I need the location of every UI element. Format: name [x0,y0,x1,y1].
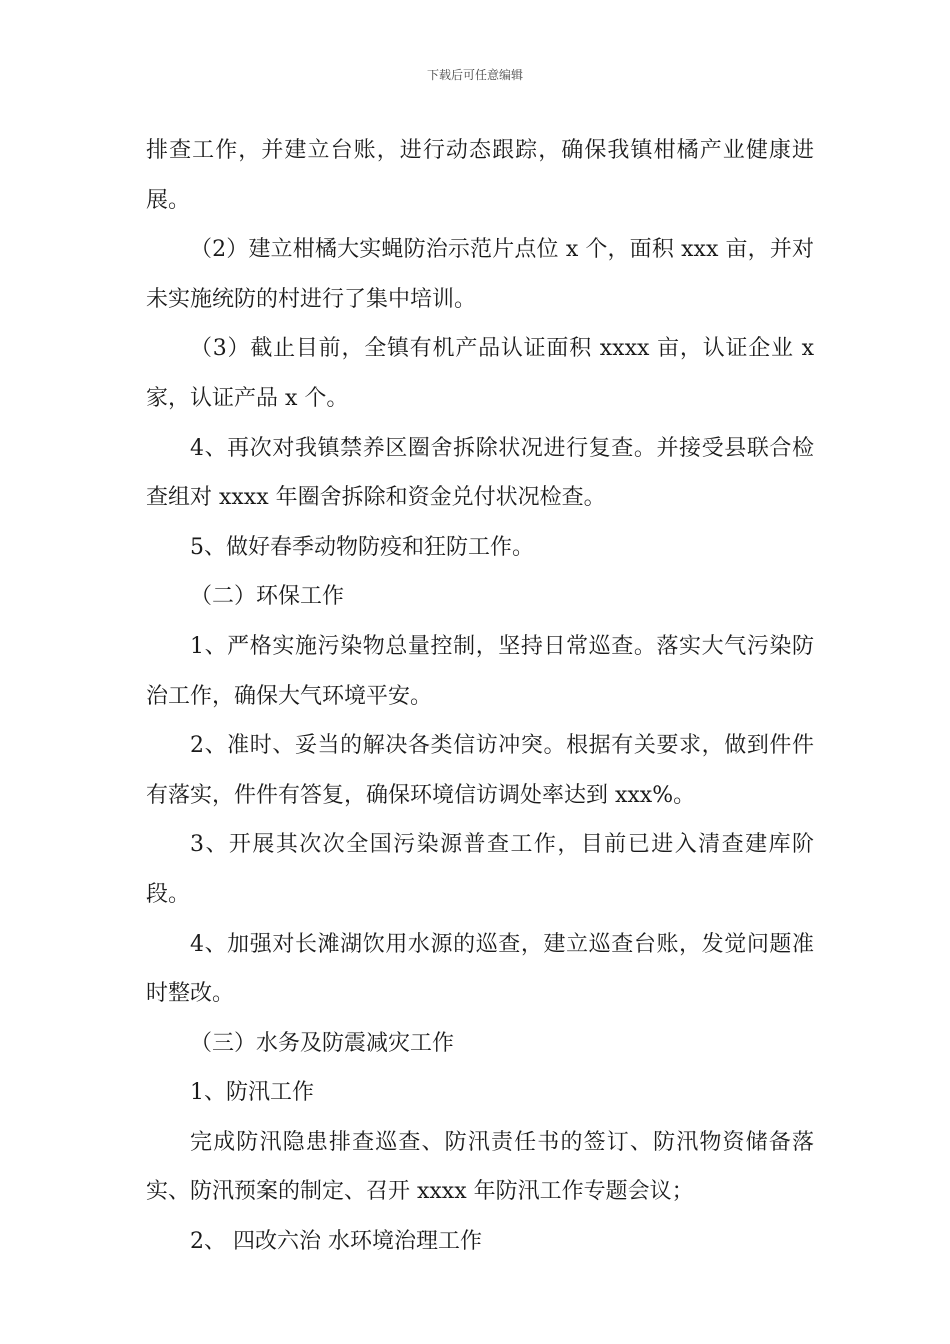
paragraph: 4、加强对长滩湖饮用水源的巡查，建立巡查台账，发觉问题准时整改。 [146,931,814,1007]
paragraph: 3、开展其次次全国污染源普查工作，目前已进入清查建库阶段。 [146,832,814,907]
paragraph: （三）水务及防震减灾工作 [190,1030,455,1056]
paragraph: （2）建立柑橘大实蝇防治示范片点位 x 个，面积 xxx 亩，并对未实施统防的村进行了集中培训。 [146,237,814,312]
document-body [146,126,814,1267]
paragraph: 完成防汛隐患排查巡查、防汛责任书的签订、防汛物资储备落实、防汛预案的制定、召开 xxxx 年防汛工作专题会议； [146,1129,814,1205]
paragraph: 1、防汛工作 [190,1080,314,1106]
paragraph: 1、严格实施污染物总量控制，坚持日常巡查。落实大气污染防治工作，确保大气环境平安。 [146,633,814,709]
paragraph: （二）环保工作 [190,584,345,610]
page-header: 下载后可任意编辑 [426,68,523,82]
paragraph: 2、准时、妥当的解决各类信访冲突。根据有关要求，做到件件有落实，件件有答复，确保环境信访调处率达到 xxx%。 [146,733,814,808]
paragraph: 排查工作，并建立台账，进行动态跟踪，确保我镇柑橘产业健康进展。 [146,138,814,213]
paragraph: （3）截止目前，全镇有机产品认证面积 xxxx 亩，认证企业 x 家，认证产品 x 个。 [146,336,814,411]
paragraph: 4、再次对我镇禁养区圈舍拆除状况进行复查。并接受县联合检查组对 xxxx 年圈舍拆除和资金兑付状况检查。 [146,435,814,511]
paragraph: 2、 四改六治 水环境治理工作 [190,1229,482,1255]
paragraph: 5、做好春季动物防疫和狂防工作。 [190,534,534,560]
